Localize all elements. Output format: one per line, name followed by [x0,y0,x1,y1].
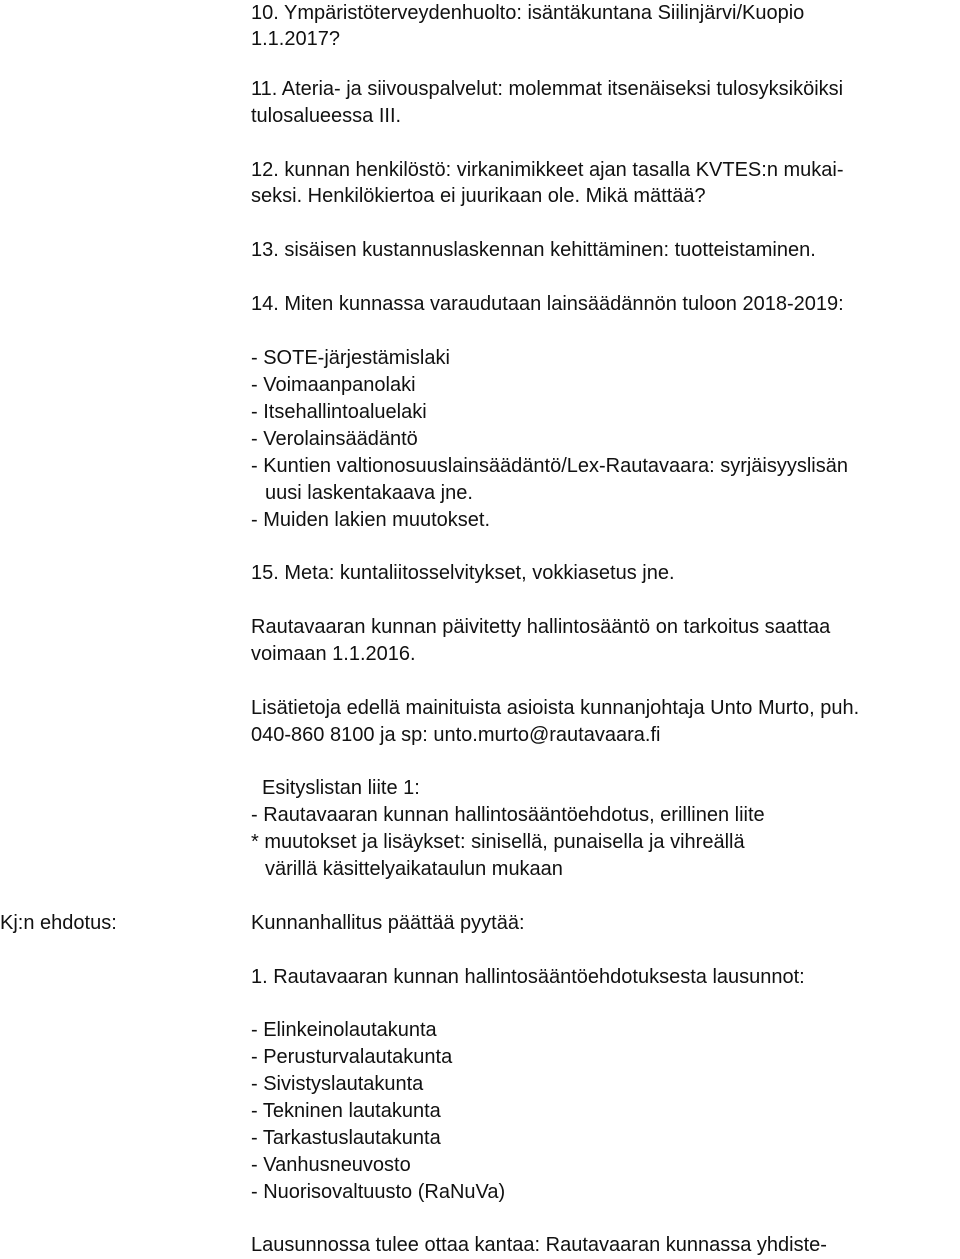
item-10-line-1: 10. Ympäristöterveydenhuolto: isäntäkuntana Siilinjärvi/Kuopio [251,2,805,24]
committee-item: - Tarkastuslautakunta [251,1127,441,1149]
paragraph-2-line-2: 040-860 8100 ja sp: unto.murto@rautavaara.fi [251,724,661,746]
item-11-line-1: 11. Ateria- ja siivouspalvelut: molemmat itsenäiseksi tulosyksiköiksi [251,78,844,100]
committee-item: - Elinkeinolautakunta [251,1019,437,1041]
item-13: 13. sisäisen kustannuslaskennan kehittäminen: tuotteistaminen. [251,239,816,261]
proposal-label: Kj:n ehdotus: [0,912,117,934]
law-item: - Kuntien valtionosuuslainsäädäntö/Lex-Rautavaara: syrjäisyyslisän [251,455,848,477]
committee-item: - Tekninen lautakunta [251,1100,441,1122]
item-11-line-2: tulosalueessa III. [251,105,402,127]
item-15: 15. Meta: kuntaliitosselvitykset, vokkiasetus jne. [251,562,675,584]
law-item: - Verolainsäädäntö [251,428,418,450]
committee-item: - Nuorisovaltuusto (RaNuVa) [251,1181,506,1203]
attachment-heading: Esityslistan liite 1: [262,777,420,799]
committee-item: - Perusturvalautakunta [251,1046,453,1068]
law-item: - SOTE-järjestämislaki [251,347,450,369]
item-14: 14. Miten kunnassa varaudutaan lainsäädännön tuloon 2018-2019: [251,293,844,315]
law-item: - Itsehallintoaluelaki [251,401,427,423]
committee-item: - Sivistyslautakunta [251,1073,424,1095]
proposal-intro: Kunnanhallitus päättää pyytää: [251,912,525,934]
paragraph-1-line-1: Rautavaaran kunnan päivitetty hallintosääntö on tarkoitus saattaa [251,616,831,638]
paragraph-2-line-1: Lisätietoja edellä mainituista asioista kunnanjohtaja Unto Murto, puh. [251,697,860,719]
item-10-line-2: 1.1.2017? [251,28,340,50]
item-12-line-1: 12. kunnan henkilöstö: virkanimikkeet ajan tasalla KVTES:n mukai- [251,159,844,181]
proposal-point-1: 1. Rautavaaran kunnan hallintosääntöehdotuksesta lausunnot: [251,966,805,988]
law-item: - Voimaanpanolaki [251,374,416,396]
paragraph-1-line-2: voimaan 1.1.2016. [251,643,416,665]
law-item-continued: uusi laskentakaava jne. [265,482,473,504]
committee-item: - Vanhusneuvosto [251,1154,411,1176]
item-12-line-2: seksi. Henkilökiertoa ei juurikaan ole. Mikä mättää? [251,185,706,207]
law-item: - Muiden lakien muutokset. [251,509,491,531]
attachment-line-3: värillä käsittelyaikataulun mukaan [265,858,563,880]
attachment-line-2: * muutokset ja lisäykset: sinisellä, punaisella ja vihreällä [251,831,745,853]
closing-line: Lausunnossa tulee ottaa kantaa: Rautavaaran kunnassa yhdiste- [251,1234,827,1256]
attachment-line-1: - Rautavaaran kunnan hallintosääntöehdotus, erillinen liite [251,804,765,826]
